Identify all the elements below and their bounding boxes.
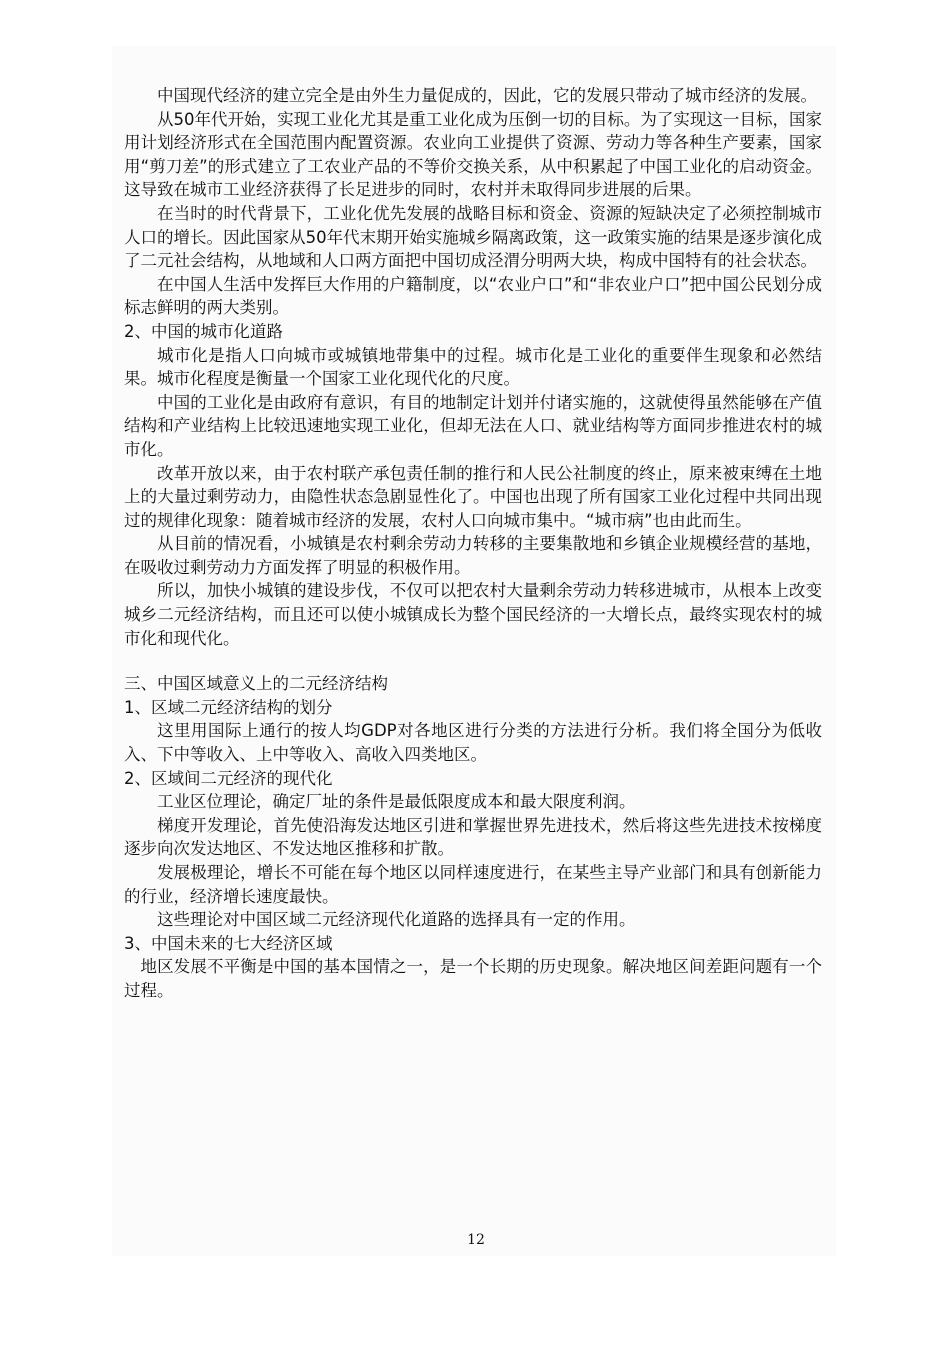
paragraph: 中国现代经济的建立完全是由外生力量促成的，因此，它的发展只带动了城市经济的发展。	[157, 86, 817, 105]
paragraph: 这些理论对中国区域二元经济现代化道路的选择具有一定的作用。	[157, 910, 636, 930]
document-body	[124, 84, 822, 1003]
subheading-regional-modernization: 2、区域间二元经济的现代化	[124, 768, 333, 788]
paragraph: 在中国人生活中发挥巨大作用的户籍制度，以“农业户口”和“非农业户口”把中国公民划分成标志鲜明的两大类别。	[124, 274, 822, 318]
subheading-seven-economic-regions: 3、中国未来的七大经济区域	[124, 933, 333, 953]
subheading-urbanization-path: 2、中国的城市化道路	[124, 321, 283, 341]
paragraph: 从50年代开始，实现工业化尤其是重工业化成为压倒一切的目标。为了实现这一目标，国家用计划经济形式在全国范围内配置资源。农业向工业提供了资源、劳动力等各种生产要素，国家用“剪刀差”的形式建立了工农业产品的不等价交换关系，从中积累起了中国工业化的启动资金。这导致在城市工业经济获得了长足进步的同时，农村并未取得同步进展的后果。	[124, 109, 822, 200]
section-title: 三、中国区域意义上的二元经济结构	[124, 674, 388, 694]
paragraph: 城市化是指人口向城市或城镇地带集中的过程。城市化是工业化的重要伴生现象和必然结果。城市化程度是衡量一个国家工业化现代化的尺度。	[124, 345, 822, 389]
paragraph: 梯度开发理论，首先使沿海发达地区引进和掌握世界先进技术，然后将这些先进技术按梯度逐步向次发达地区、不发达地区推移和扩散。	[124, 815, 822, 859]
paragraph: 中国的工业化是由政府有意识，有目的地制定计划并付诸实施的，这就使得虽然能够在产值结构和产业结构上比较迅速地实现工业化，但却无法在人口、就业结构等方面同步推进农村的城市化。	[124, 392, 822, 459]
paragraph: 改革开放以来，由于农村联产承包责任制的推行和人民公社制度的终止，原来被束缚在土地上的大量过剩劳动力，由隐性状态急剧显性化了。中国也出现了所有国家工业化过程中共同出现过的规律化现象：随着城市经济的发展，农村人口向城市集中。“城市病”也由此而生。	[124, 463, 822, 530]
section-gap	[124, 650, 822, 672]
paragraph: 这里用国际上通行的按人均GDP对各地区进行分类的方法进行分析。我们将全国分为低收入、下中等收入、上中等收入、高收入四类地区。	[124, 721, 822, 765]
paragraph: 发展极理论，增长不可能在每个地区以同样速度进行，在某些主导产业部门和具有创新能力的行业，经济增长速度最快。	[124, 863, 822, 906]
paragraph: 工业区位理论，确定厂址的条件是最低限度成本和最大限度利润。	[157, 792, 636, 812]
paragraph: 从目前的情况看，小城镇是农村剩余劳动力转移的主要集散地和乡镇企业规模经营的基地，在吸收过剩劳动力方面发挥了明显的积极作用。	[124, 534, 822, 577]
paragraph: 所以，加快小城镇的建设步伐，不仅可以把农村大量剩余劳动力转移进城市，从根本上改变城乡二元经济结构，而且还可以使小城镇成长为整个国民经济的一大增长点，最终实现农村的城市化和现代化。	[124, 581, 822, 648]
paragraph: 地区发展不平衡是中国的基本国情之一，是一个长期的历史现象。解决地区间差距问题有一个过程。	[124, 957, 822, 1000]
page-number: 12	[467, 1232, 485, 1248]
paragraph: 在当时的时代背景下，工业化优先发展的战略目标和资金、资源的短缺决定了必须控制城市人口的增长。因此国家从50年代末期开始实施城乡隔离政策，这一政策实施的结果是逐步演化成了二元社会结构，从地域和人口两方面把中国切成泾渭分明两大块，构成中国特有的社会状态。	[124, 203, 822, 271]
subheading-regional-division: 1、区域二元经济结构的划分	[124, 697, 333, 717]
